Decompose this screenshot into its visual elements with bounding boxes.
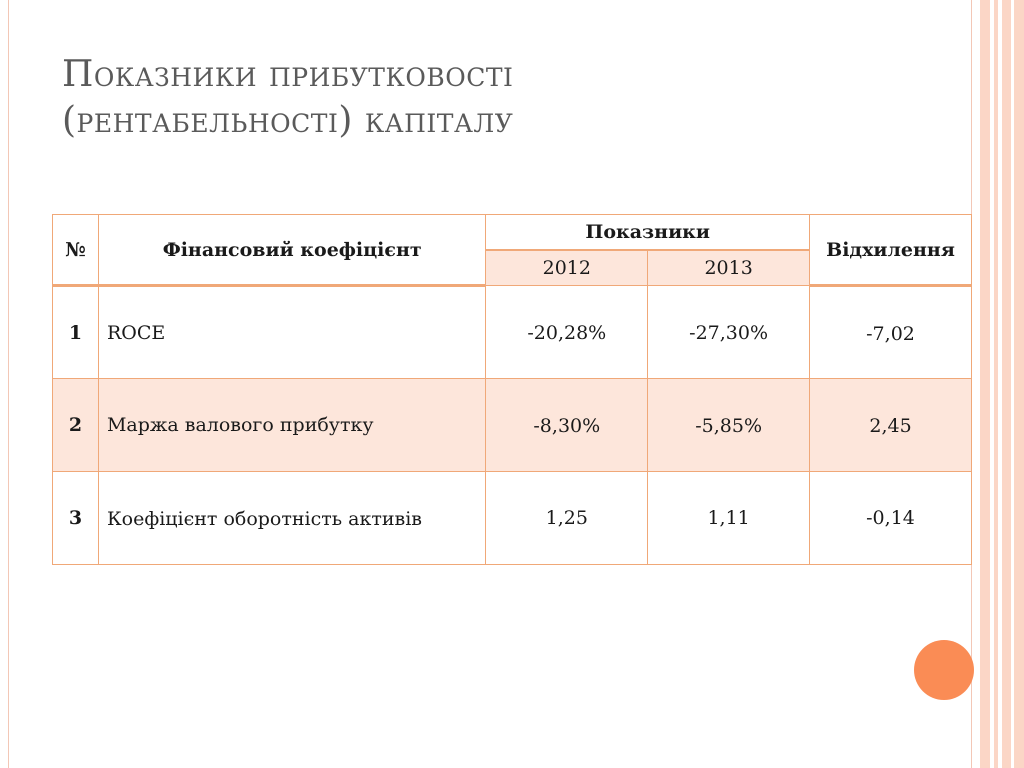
- decorative-circle: [914, 640, 974, 700]
- table-row: [53, 379, 972, 472]
- header-number: №: [53, 215, 99, 286]
- row-value-2012: -8,30%: [486, 379, 648, 472]
- row-value-2013: 1,11: [648, 472, 810, 565]
- row-value-2013: -5,85%: [648, 379, 810, 472]
- table-row: [53, 286, 972, 379]
- decorative-stripe: [994, 0, 998, 768]
- row-deviation: -7,02: [810, 286, 972, 379]
- financial-ratios-table: [52, 214, 972, 565]
- row-ratio-name: Маржа валового прибутку: [98, 379, 485, 472]
- decorative-stripe: [980, 0, 990, 768]
- header-deviation: Відхилення: [810, 215, 972, 286]
- row-deviation: 2,45: [810, 379, 972, 472]
- row-number: 1: [53, 286, 99, 379]
- table-header-row: [53, 215, 972, 250]
- row-value-2013: -27,30%: [648, 286, 810, 379]
- header-year-2012: 2012: [486, 250, 648, 286]
- row-number: 2: [53, 379, 99, 472]
- slide-title-line-1: Показники прибутковості: [62, 54, 514, 95]
- row-ratio-name: Коефіцієнт оборотність активів: [98, 472, 485, 565]
- header-ratio-name: Фінансовий коефіцієнт: [98, 215, 485, 286]
- row-number: 3: [53, 472, 99, 565]
- table-row: [53, 472, 972, 565]
- row-ratio-name: ROCE: [98, 286, 485, 379]
- slide-title: [62, 52, 942, 144]
- row-value-2012: -20,28%: [486, 286, 648, 379]
- row-deviation: -0,14: [810, 472, 972, 565]
- slide-title-line-2: (рентабельності) капіталу: [62, 100, 514, 141]
- header-indicators: Показники: [486, 215, 810, 250]
- header-year-2013: 2013: [648, 250, 810, 286]
- row-value-2012: 1,25: [486, 472, 648, 565]
- decorative-stripe: [1011, 0, 1014, 768]
